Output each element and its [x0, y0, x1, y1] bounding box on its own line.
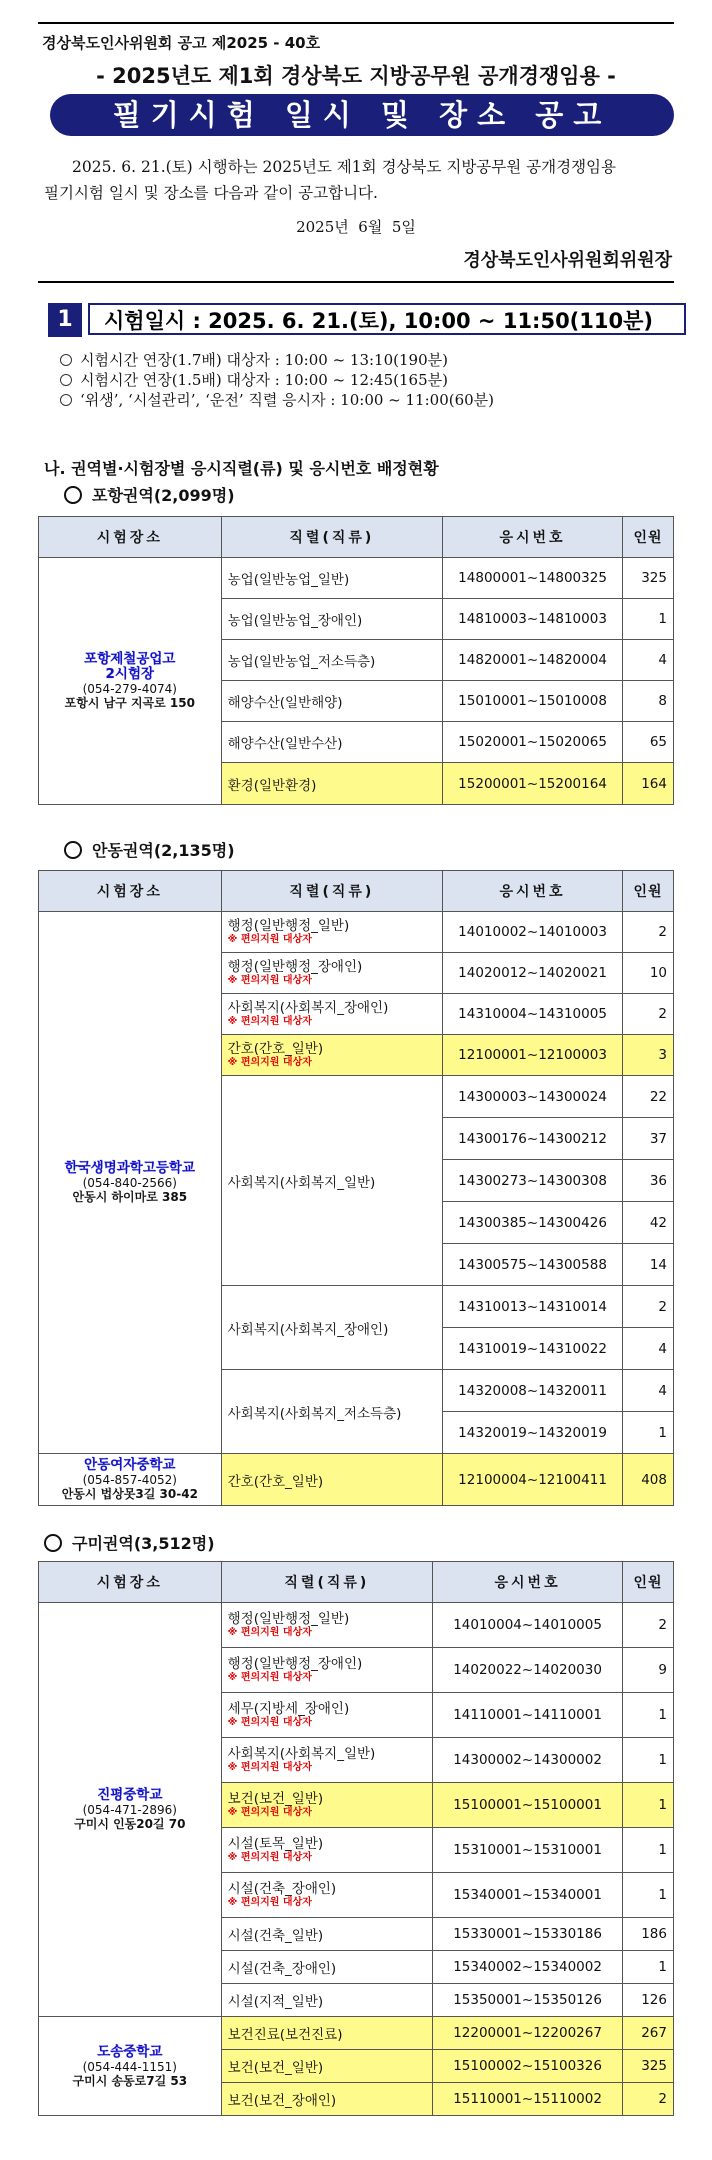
number-cell: 12200001~12200267 — [433, 2017, 623, 2050]
position-cell: 시설(토목_일반) ※ 편의지원 대상자 — [221, 1828, 433, 1873]
count-cell: 1 — [623, 1951, 674, 1984]
count-cell: 325 — [623, 558, 674, 599]
position-cell: 시설(지적_일반) — [221, 1984, 433, 2017]
count-cell: 8 — [623, 681, 674, 722]
number-cell: 15110001~15110002 — [433, 2083, 623, 2116]
document-title: - 2025년도 제1회 경상북도 지방공무원 공개경쟁임용 - — [96, 64, 616, 88]
number-cell: 15310001~15310001 — [433, 1828, 623, 1873]
number-cell: 14020022~14020030 — [433, 1648, 623, 1693]
region-title-gumi: 구미권역(3,512명) — [44, 1531, 215, 1554]
number-cell: 15330001~15330186 — [433, 1918, 623, 1951]
number-cell: 14810003~14810003 — [443, 599, 623, 640]
position-cell: 농업(일반농업_일반) — [221, 558, 442, 599]
region-title-pohang: 포항권역(2,099명) — [64, 483, 235, 506]
count-cell: 2 — [623, 2083, 674, 2116]
table-row — [39, 2017, 674, 2050]
position-cell: 사회복지(사회복지_장애인) ※ 편의지원 대상자 — [221, 994, 442, 1035]
number-cell: 14310019~14310022 — [443, 1328, 623, 1370]
venue-cell: 안동여자중학교 (054-857-4052) 안동시 법상못3길 30-42 — [39, 1454, 222, 1506]
count-cell: 2 — [623, 994, 674, 1035]
header-number: 응시번호 — [443, 517, 623, 558]
number-cell: 14300575~14300588 — [443, 1244, 623, 1286]
position-cell: 사회복지(사회복지_저소득층) — [221, 1370, 442, 1454]
position-cell: 사회복지(사회복지_일반) — [221, 1076, 442, 1286]
number-cell: 14800001~14800325 — [443, 558, 623, 599]
accommodation-note: ※ 편의지원 대상자 — [227, 1807, 312, 1818]
accommodation-note: ※ 편의지원 대상자 — [227, 1762, 312, 1773]
count-cell: 1 — [623, 1828, 674, 1873]
bullet-item: ‘위생’, ‘시설관리’, ‘운전’ 직렬 응시자 : 10:00 ~ 11:00(60분) — [60, 390, 494, 410]
andong-table — [38, 870, 674, 1506]
count-cell: 42 — [623, 1202, 674, 1244]
number-cell: 12100001~12100003 — [443, 1035, 623, 1076]
count-cell: 3 — [623, 1035, 674, 1076]
count-cell: 267 — [623, 2017, 674, 2050]
count-cell: 9 — [623, 1648, 674, 1693]
number-cell: 14310013~14310014 — [443, 1286, 623, 1328]
position-cell: 보건진료(보건진료) — [221, 2017, 433, 2050]
count-cell: 325 — [623, 2050, 674, 2083]
count-cell: 1 — [623, 1873, 674, 1918]
header-venue: 시험장소 — [39, 871, 222, 912]
position-cell: 사회복지(사회복지_장애인) — [221, 1286, 442, 1370]
number-cell: 15200001~15200164 — [443, 763, 623, 805]
header-position: 직렬(직류) — [221, 1562, 433, 1603]
position-cell: 해양수산(일반해양) — [221, 681, 442, 722]
notice-number: 경상북도인사위원회 공고 제2025 - 40호 — [42, 34, 321, 52]
position-cell: 사회복지(사회복지_일반) ※ 편의지원 대상자 — [221, 1738, 433, 1783]
header-venue: 시험장소 — [39, 1562, 222, 1603]
number-cell: 14010002~14010003 — [443, 912, 623, 953]
count-cell: 4 — [623, 1370, 674, 1412]
count-cell: 408 — [623, 1454, 674, 1506]
exam-time-heading: 시험일시 : 2025. 6. 21.(토), 10:00 ~ 11:50(110분) — [88, 303, 686, 335]
position-cell: 농업(일반농업_장애인) — [221, 599, 442, 640]
top-rule — [38, 22, 674, 24]
circle-bullet-icon — [60, 354, 72, 366]
venue-cell: 포항제철공업고 2시험장 (054-279-4074) 포항시 남구 지곡로 150 — [39, 558, 222, 805]
table-header-row — [39, 1562, 674, 1603]
table-header-row — [39, 517, 674, 558]
number-cell: 14300273~14300308 — [443, 1160, 623, 1202]
gumi-table — [38, 1561, 674, 2116]
number-cell: 15100001~15100001 — [433, 1783, 623, 1828]
accommodation-note: ※ 편의지원 대상자 — [227, 1016, 312, 1027]
accommodation-note: ※ 편의지원 대상자 — [227, 1672, 312, 1683]
position-cell: 행정(일반행정_일반) ※ 편의지원 대상자 — [221, 912, 442, 953]
position-cell: 보건(보건_일반) — [221, 2050, 433, 2083]
position-cell: 행정(일반행정_장애인) ※ 편의지원 대상자 — [221, 1648, 433, 1693]
bullet-item: 시험시간 연장(1.5배) 대상자 : 10:00 ~ 12:45(165분) — [60, 370, 494, 390]
count-cell: 1 — [623, 1693, 674, 1738]
count-cell: 126 — [623, 1984, 674, 2017]
number-cell: 14020012~14020021 — [443, 953, 623, 994]
header-position: 직렬(직류) — [221, 517, 442, 558]
section-number: 1 — [48, 303, 82, 337]
count-cell: 186 — [623, 1918, 674, 1951]
number-cell: 14300385~14300426 — [443, 1202, 623, 1244]
circle-icon — [64, 486, 82, 504]
count-cell: 10 — [623, 953, 674, 994]
number-cell: 14300003~14300024 — [443, 1076, 623, 1118]
header-number: 응시번호 — [443, 871, 623, 912]
number-cell: 14320008~14320011 — [443, 1370, 623, 1412]
region-title-andong: 안동권역(2,135명) — [64, 838, 235, 861]
count-cell: 14 — [623, 1244, 674, 1286]
number-cell: 15100002~15100326 — [433, 2050, 623, 2083]
table-row — [39, 1603, 674, 1648]
count-cell: 22 — [623, 1076, 674, 1118]
number-cell: 14110001~14110001 — [433, 1693, 623, 1738]
section-na-heading: 나. 권역별·시험장별 응시직렬(류) 및 응시번호 배정현황 — [44, 459, 439, 478]
number-cell: 14010004~14010005 — [433, 1603, 623, 1648]
count-cell: 1 — [623, 1412, 674, 1454]
count-cell: 1 — [623, 1738, 674, 1783]
accommodation-note: ※ 편의지원 대상자 — [227, 1852, 312, 1863]
pohang-table — [38, 516, 674, 805]
count-cell: 37 — [623, 1118, 674, 1160]
table-row — [39, 912, 674, 953]
position-cell: 환경(일반환경) — [221, 763, 442, 805]
number-cell: 15340001~15340001 — [433, 1873, 623, 1918]
header-count: 인원 — [623, 517, 674, 558]
issuer: 경상북도인사위원회위원장 — [463, 250, 672, 271]
table-header-row — [39, 871, 674, 912]
number-cell: 14300002~14300002 — [433, 1738, 623, 1783]
accommodation-note: ※ 편의지원 대상자 — [227, 1897, 312, 1908]
count-cell: 4 — [623, 640, 674, 681]
accommodation-note: ※ 편의지원 대상자 — [227, 1627, 312, 1638]
number-cell: 15020001~15020065 — [443, 722, 623, 763]
title-banner: 필기시험 일시 및 장소 공고 — [50, 94, 674, 136]
count-cell: 2 — [623, 1286, 674, 1328]
circle-icon — [44, 1534, 62, 1552]
accommodation-note: ※ 편의지원 대상자 — [227, 1057, 312, 1068]
position-cell: 해양수산(일반수산) — [221, 722, 442, 763]
bullet-item: 시험시간 연장(1.7배) 대상자 : 10:00 ~ 13:10(190분) — [60, 350, 494, 370]
accommodation-note: ※ 편의지원 대상자 — [227, 975, 312, 986]
header-rule — [38, 281, 674, 283]
intro-line-2: 필기시험 일시 및 장소를 다음과 같이 공고합니다. — [44, 184, 378, 202]
venue-cell: 한국생명과학고등학교 (054-840-2566) 안동시 하이마로 385 — [39, 912, 222, 1454]
intro-line-1: 2025. 6. 21.(토) 시행하는 2025년도 제1회 경상북도 지방공무원 공개경쟁임용 — [72, 158, 616, 176]
position-cell: 보건(보건_장애인) — [221, 2083, 433, 2116]
count-cell: 164 — [623, 763, 674, 805]
circle-bullet-icon — [60, 374, 72, 386]
count-cell: 1 — [623, 599, 674, 640]
accommodation-note: ※ 편의지원 대상자 — [227, 934, 312, 945]
venue-cell: 도송중학교 (054-444-1151) 구미시 송동로7길 53 — [39, 2017, 222, 2116]
number-cell: 14320019~14320019 — [443, 1412, 623, 1454]
position-cell: 농업(일반농업_저소득층) — [221, 640, 442, 681]
position-cell: 시설(건축_장애인) ※ 편의지원 대상자 — [221, 1873, 433, 1918]
number-cell: 15010001~15010008 — [443, 681, 623, 722]
position-cell: 시설(건축_일반) — [221, 1918, 433, 1951]
accommodation-note: ※ 편의지원 대상자 — [227, 1717, 312, 1728]
position-cell: 보건(보건_일반) ※ 편의지원 대상자 — [221, 1783, 433, 1828]
header-position: 직렬(직류) — [221, 871, 442, 912]
number-cell: 12100004~12100411 — [443, 1454, 623, 1506]
count-cell: 4 — [623, 1328, 674, 1370]
position-cell: 간호(간호_일반) — [221, 1454, 442, 1506]
count-cell: 1 — [623, 1783, 674, 1828]
count-cell: 65 — [623, 722, 674, 763]
circle-icon — [64, 841, 82, 859]
count-cell: 2 — [623, 912, 674, 953]
table-row — [39, 558, 674, 599]
notice-date: 2025년 6월 5일 — [296, 218, 416, 236]
number-cell: 15350001~15350126 — [433, 1984, 623, 2017]
table-row — [39, 1454, 674, 1506]
venue-cell: 진평중학교 (054-471-2896) 구미시 인동20길 70 — [39, 1603, 222, 2017]
header-number: 응시번호 — [433, 1562, 623, 1603]
position-cell: 세무(지방세_장애인) ※ 편의지원 대상자 — [221, 1693, 433, 1738]
number-cell: 14310004~14310005 — [443, 994, 623, 1035]
number-cell: 14820001~14820004 — [443, 640, 623, 681]
number-cell: 14300176~14300212 — [443, 1118, 623, 1160]
header-venue: 시험장소 — [39, 517, 222, 558]
bullet-list — [60, 350, 494, 410]
header-count: 인원 — [623, 871, 674, 912]
position-cell: 행정(일반행정_장애인) ※ 편의지원 대상자 — [221, 953, 442, 994]
count-cell: 2 — [623, 1603, 674, 1648]
header-count: 인원 — [623, 1562, 674, 1603]
count-cell: 36 — [623, 1160, 674, 1202]
position-cell: 시설(건축_장애인) — [221, 1951, 433, 1984]
number-cell: 15340002~15340002 — [433, 1951, 623, 1984]
circle-bullet-icon — [60, 394, 72, 406]
position-cell: 간호(간호_일반) ※ 편의지원 대상자 — [221, 1035, 442, 1076]
position-cell: 행정(일반행정_일반) ※ 편의지원 대상자 — [221, 1603, 433, 1648]
